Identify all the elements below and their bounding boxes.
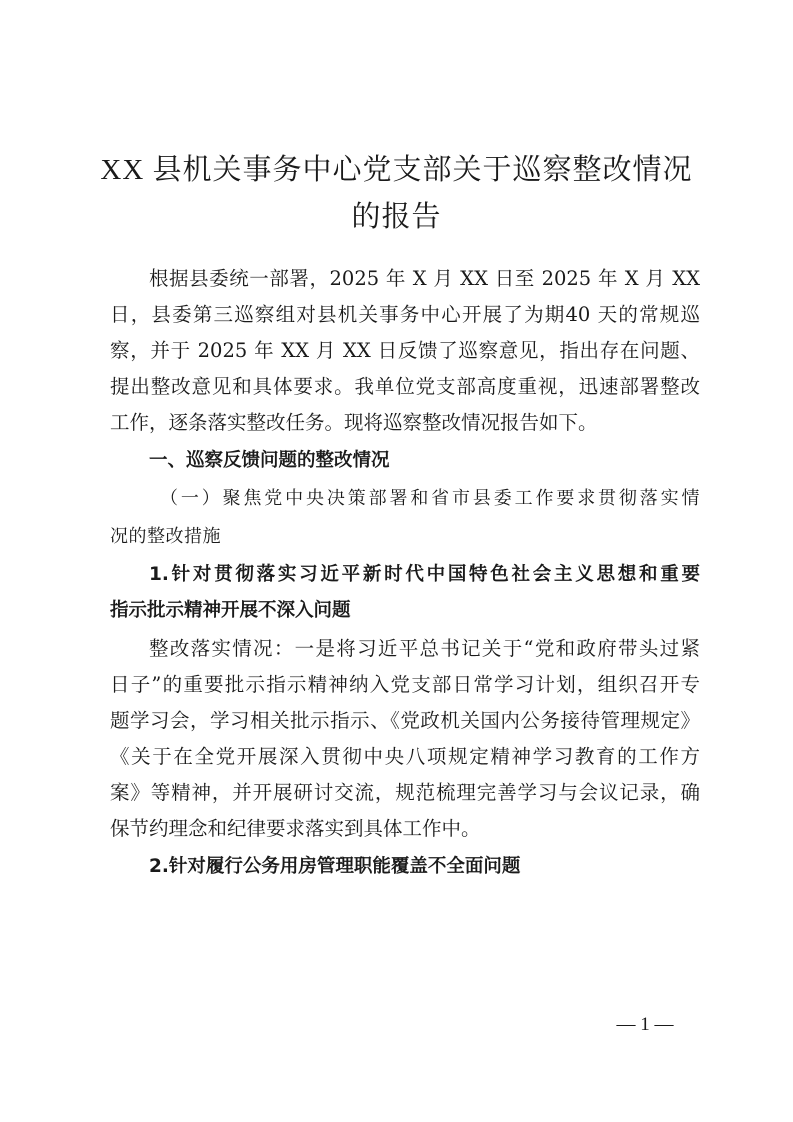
- item-heading-line: 2.针对履行公务用房管理职能覆盖不全面问题: [149, 856, 521, 877]
- intro-paragraph-line: 提出整改意见和具体要求。我单位党支部高度重视，迅速部署整改: [110, 375, 700, 398]
- measure-paragraph-line: 日子”的重要批示指示精神纳入党支部日常学习计划，组织召开专: [110, 673, 700, 696]
- measure-paragraph-line: 《关于在全党开展深入贯彻中央八项规定精神学习教育的工作方: [110, 745, 700, 768]
- section-heading: 一、巡察反馈问题的整改情况: [149, 450, 390, 471]
- intro-paragraph-line: 工作，逐条落实整改任务。现将巡察整改情况报告如下。: [110, 411, 598, 434]
- subsection-heading-line: （一）聚焦党中央决策部署和省市县委工作要求贯彻落实情: [160, 488, 700, 509]
- intro-paragraph-line: 日，县委第三巡察组对县机关事务中心开展了为期40 天的常规巡: [110, 303, 700, 326]
- item-heading-line: 指示批示精神开展不深入问题: [110, 600, 351, 621]
- measure-paragraph-line: 题学习会，学习相关批示指示、《党政机关国内公务接待管理规定》: [110, 709, 700, 732]
- measure-paragraph-line: 保节约理念和纪律要求落实到具体工作中。: [110, 817, 481, 840]
- intro-paragraph-line: 根据县委统一部署，2025 年 X 月 XX 日至 2025 年 X 月 XX: [149, 267, 700, 290]
- measure-paragraph-line: 整改落实情况：一是将习近平总书记关于“党和政府带头过紧: [149, 637, 700, 660]
- page-number: — 1 —: [616, 1014, 674, 1035]
- item-heading-line: 1.针对贯彻落实习近平新时代中国特色社会主义思想和重要: [149, 564, 700, 585]
- intro-paragraph-line: 察，并于 2025 年 XX 月 XX 日反馈了巡察意见，指出存在问题、: [110, 339, 700, 362]
- subsection-heading-line: 况的整改措施: [110, 526, 221, 547]
- measure-paragraph-line: 案》等精神，并开展研讨交流，规范梳理完善学习与会议记录，确: [110, 781, 700, 804]
- document-title-line-1: XX 县机关事务中心党支部关于巡察整改情况: [100, 154, 693, 186]
- document-title-line-2: 的报告: [351, 201, 442, 233]
